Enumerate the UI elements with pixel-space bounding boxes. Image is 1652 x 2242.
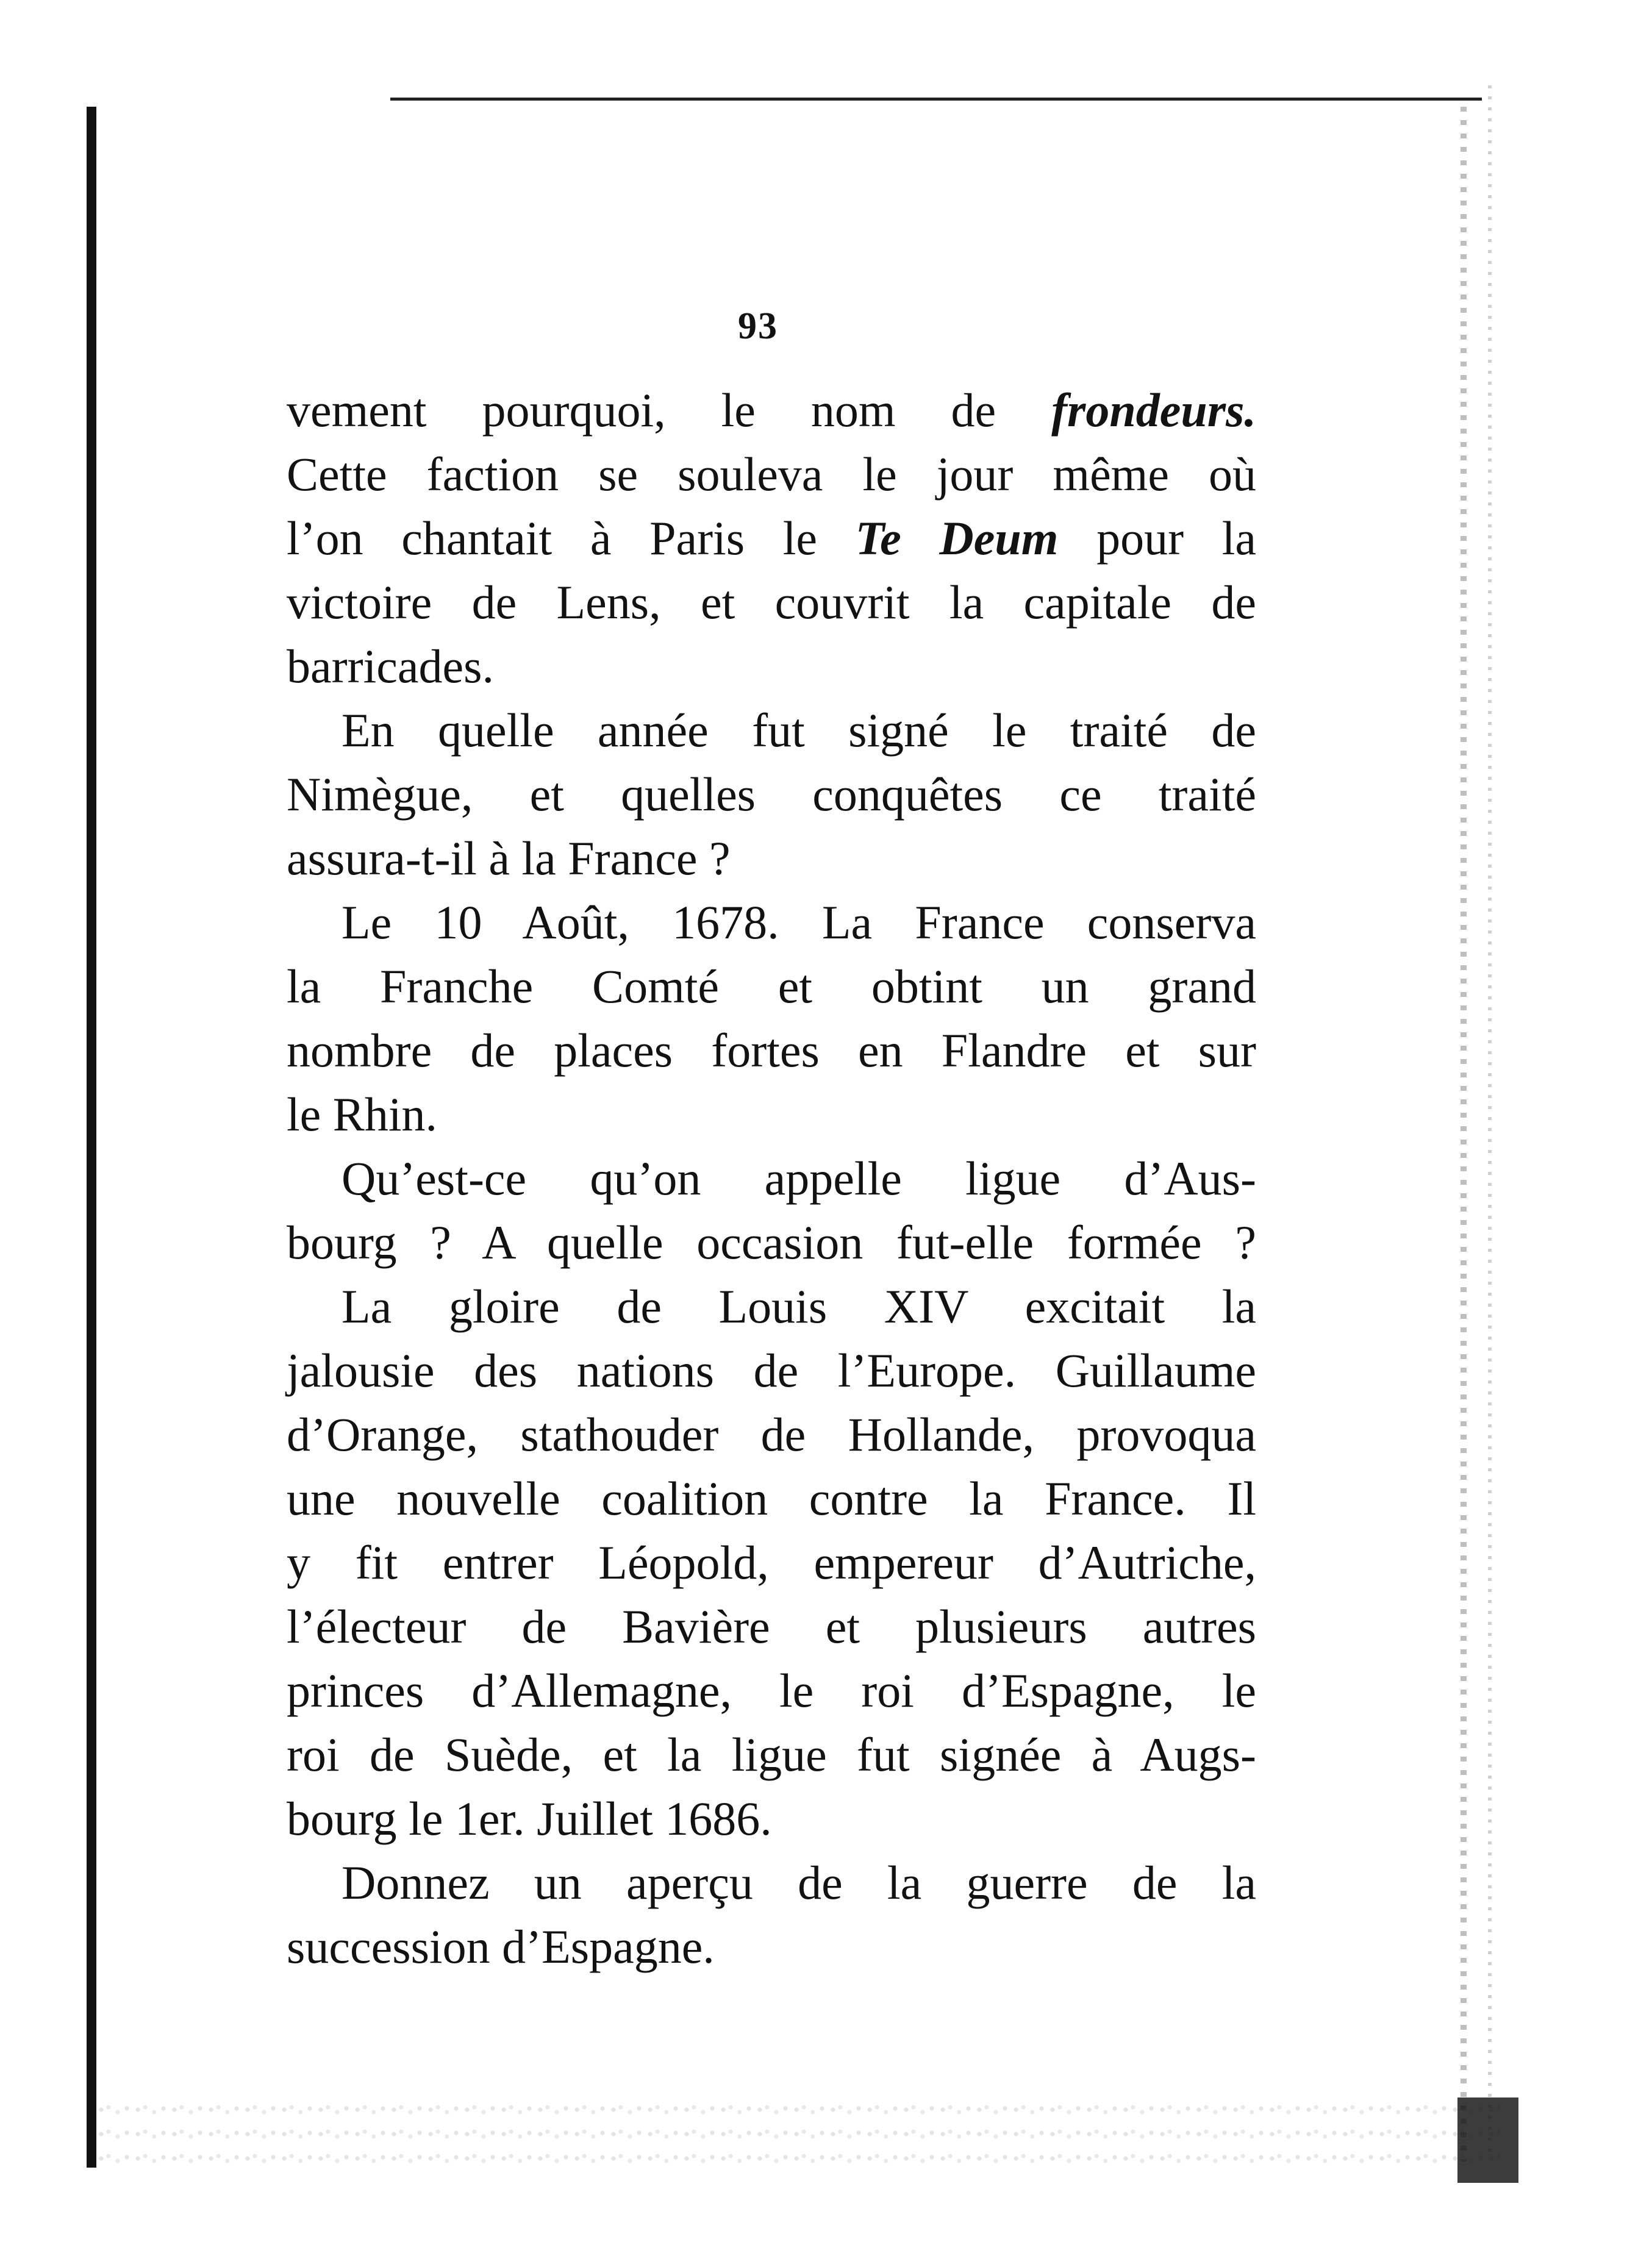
text-line: nombre de places fortes en Flandre et sur: [287, 1024, 1256, 1077]
text-line: la Franche Comté et obtint un grand: [287, 960, 1256, 1013]
text-line: victoire de Lens, et couvrit la capitale de: [287, 576, 1256, 629]
text-line: Nimègue, et quelles conquêtes ce traité: [287, 768, 1256, 821]
text-line: Cette faction se souleva le jour même où: [287, 448, 1256, 501]
text-line: assura-t-il à la France ?: [287, 832, 731, 885]
right-page-edge: [1461, 107, 1467, 2162]
question-line: En quelle année fut signé le traité de: [341, 704, 1256, 757]
bottom-scan-noise: [98, 2097, 1500, 2177]
text-line: le Rhin.: [287, 1088, 437, 1141]
text-line: bourg ? A quelle occasion fut-elle formée ?: [287, 1216, 1256, 1269]
question-line: Qu’est-ce qu’on appelle ligue d’Aus-: [341, 1152, 1256, 1205]
right-page-edge-outer: [1488, 85, 1492, 2158]
answer-line: La gloire de Louis XIV excitait la: [341, 1280, 1256, 1333]
text-line: succession d’Espagne.: [287, 1920, 715, 1973]
text-line: bourg le 1er. Juillet 1686.: [287, 1792, 772, 1845]
page-body: [287, 378, 1256, 1979]
text-line: l’on chantait à Paris le Te Deum pour la: [287, 512, 1256, 565]
answer-line: Le 10 Août, 1678. La France conserva: [341, 896, 1256, 949]
corner-shadow: [1457, 2097, 1518, 2183]
text-line: roi de Suède, et la ligue fut signée à Augs-: [287, 1728, 1256, 1781]
text-line: vement pourquoi, le nom de frondeurs.: [287, 384, 1256, 437]
book-spine-shadow: [87, 107, 96, 2168]
text-line: une nouvelle coalition contre la France. Il: [287, 1472, 1256, 1525]
text-line: d’Orange, stathouder de Hollande, provoqua: [287, 1408, 1256, 1461]
text-line: princes d’Allemagne, le roi d’Espagne, le: [287, 1664, 1256, 1717]
text-line: l’électeur de Bavière et plusieurs autres: [287, 1600, 1256, 1653]
text-line: y fit entrer Léopold, empereur d’Autriche,: [287, 1536, 1256, 1589]
top-rule: [390, 98, 1482, 101]
text-line: jalousie des nations de l’Europe. Guillaume: [287, 1344, 1256, 1397]
question-line: Donnez un aperçu de la guerre de la: [341, 1856, 1256, 1909]
page-number: 93: [738, 305, 778, 347]
text-line: barricades.: [287, 640, 494, 693]
